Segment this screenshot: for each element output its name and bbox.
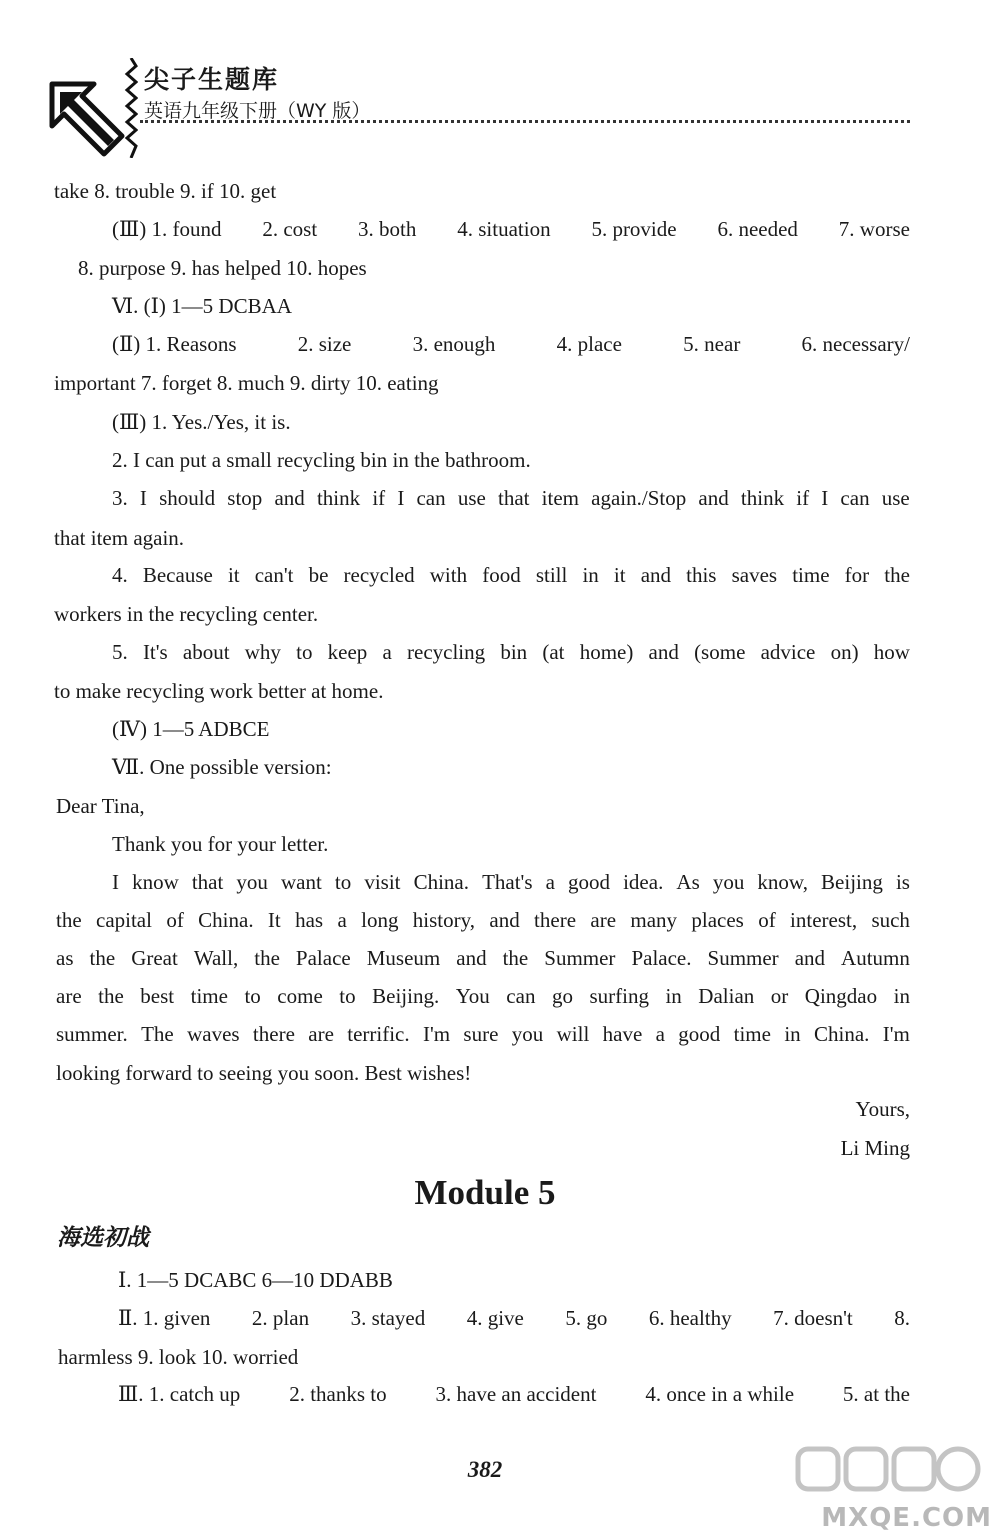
text-segment: 5.	[112, 640, 128, 664]
text-segment: keep	[327, 640, 368, 664]
answer-line	[112, 642, 910, 663]
text-segment: think	[316, 486, 361, 510]
text-segment: surfing	[589, 984, 649, 1008]
text-segment: That's	[482, 870, 533, 894]
text-segment: and	[648, 640, 679, 664]
text-segment: It	[267, 908, 281, 932]
text-segment: waves	[187, 1022, 240, 1046]
answer-line: important 7. forget 8. much 9. dirty 10. eating	[54, 371, 439, 395]
text-segment: Because	[142, 563, 213, 587]
text-segment: to	[244, 984, 261, 1008]
text-segment: 4. give	[466, 1306, 524, 1330]
text-segment: Ⅲ. 1. catch up	[118, 1382, 241, 1406]
text-segment: 6. needed	[717, 217, 798, 241]
text-segment: Ⅱ. 1. given	[118, 1306, 211, 1330]
text-segment: the	[89, 946, 116, 970]
letter-line: looking forward to seeing you soon. Best wishes!	[56, 1061, 472, 1085]
text-segment: 3. stayed	[350, 1306, 426, 1330]
text-segment: saves	[731, 563, 778, 587]
text-segment: are	[308, 1022, 334, 1046]
text-segment: recycled	[343, 563, 415, 587]
text-segment: why	[244, 640, 281, 664]
text-segment: It's	[142, 640, 168, 664]
text-segment: use	[457, 486, 486, 510]
text-segment: as	[56, 946, 74, 970]
text-segment: bin	[500, 640, 528, 664]
text-segment: Palace.	[631, 946, 692, 970]
text-segment: China.	[814, 1022, 870, 1046]
answer-line	[112, 334, 910, 355]
text-segment: Autumn	[841, 946, 910, 970]
text-segment: about	[182, 640, 230, 664]
text-segment: summer.	[56, 1022, 128, 1046]
text-segment: food	[482, 563, 521, 587]
text-segment: time	[792, 563, 830, 587]
text-segment: Beijing	[821, 870, 883, 894]
text-segment: I	[112, 870, 119, 894]
text-segment: 7. worse	[838, 217, 910, 241]
answer-line: (Ⅳ) 1—5 ADBCE	[112, 717, 270, 741]
text-segment: and	[640, 563, 672, 587]
text-segment: item	[541, 486, 579, 510]
text-segment: again./Stop	[591, 486, 687, 510]
letter-line	[56, 910, 910, 931]
text-segment: many	[630, 908, 678, 932]
text-segment: Dalian	[698, 984, 755, 1008]
text-segment: good	[568, 870, 611, 894]
text-segment: and	[274, 486, 305, 510]
text-segment: terrific.	[347, 1022, 410, 1046]
text-segment: 3. have an accident	[435, 1382, 597, 1406]
text-segment: 8.	[894, 1306, 910, 1330]
text-segment: I	[397, 486, 405, 510]
text-segment: on)	[830, 640, 859, 664]
text-segment: and	[794, 946, 826, 970]
book-header	[48, 50, 918, 160]
text-segment: know,	[757, 870, 808, 894]
text-segment: this	[686, 563, 717, 587]
text-segment: there	[252, 1022, 295, 1046]
text-segment: 3. both	[358, 217, 417, 241]
answer-line: workers in the recycling center.	[54, 602, 319, 626]
text-segment: history,	[412, 908, 476, 932]
text-segment: come	[277, 984, 323, 1008]
section-title: 海选初战	[57, 1224, 149, 1251]
text-segment: for	[844, 563, 870, 587]
answer-line	[118, 1384, 910, 1405]
text-segment: can	[416, 486, 446, 510]
answer-line	[112, 488, 910, 509]
answer-line: 8. purpose 9. has helped 10. hopes	[78, 256, 367, 280]
text-segment: in	[582, 563, 599, 587]
text-segment: 4.	[112, 563, 128, 587]
text-segment: can't	[254, 563, 294, 587]
text-segment: the	[254, 946, 280, 970]
text-segment: there	[534, 908, 577, 932]
text-segment: good	[678, 1022, 721, 1046]
text-segment: you	[236, 870, 268, 894]
text-segment: if	[796, 486, 810, 510]
letter-line	[56, 948, 910, 969]
text-segment: if	[372, 486, 386, 510]
text-segment: in	[665, 984, 682, 1008]
text-segment: can	[506, 984, 536, 1008]
answer-line: to make recycling work better at home.	[54, 679, 384, 703]
text-segment: Palace	[295, 946, 351, 970]
text-segment: it	[613, 563, 626, 587]
answer-line: Ⅵ. (Ⅰ) 1—5 DCBAA	[112, 294, 292, 318]
answer-line: Ⅰ. 1—5 DCABC 6—10 DDABB	[118, 1268, 393, 1292]
header-divider	[140, 120, 910, 123]
text-segment: has	[295, 908, 324, 932]
watermark-logo-icon	[792, 1443, 982, 1499]
text-segment: to	[296, 640, 313, 664]
text-segment: Wall,	[193, 946, 239, 970]
letter-line: Thank you for your letter.	[112, 832, 329, 856]
text-segment: 2. thanks to	[289, 1382, 387, 1406]
text-segment: stop	[227, 486, 263, 510]
text-segment: Summer	[544, 946, 616, 970]
text-segment: 3. enough	[412, 332, 496, 356]
text-segment: use	[881, 486, 910, 510]
zigzag-ornament-icon	[124, 58, 138, 158]
text-segment: is	[895, 870, 910, 894]
text-segment: 3.	[112, 486, 128, 510]
text-segment: Beijing.	[372, 984, 440, 1008]
text-segment: of	[758, 908, 776, 932]
module-title: Module 5	[414, 1173, 556, 1212]
text-segment: with	[429, 563, 468, 587]
text-segment: the	[502, 946, 529, 970]
answer-line	[112, 565, 910, 586]
text-segment: you	[511, 1022, 544, 1046]
answer-line	[118, 1308, 910, 1329]
text-segment: (Ⅲ) 1. found	[112, 217, 222, 241]
letter-line	[112, 872, 910, 893]
text-segment: will	[556, 1022, 590, 1046]
letter-line	[56, 986, 910, 1007]
text-segment: I'm	[882, 1022, 910, 1046]
answer-line: that item again.	[54, 526, 185, 550]
text-segment: to	[334, 870, 352, 894]
text-segment: should	[159, 486, 216, 510]
book-subtitle: 英语九年级下册（WY 版）	[144, 100, 371, 122]
text-segment: (Ⅱ) 1. Reasons	[112, 332, 237, 356]
text-segment: Summer	[707, 946, 779, 970]
text-segment: time	[190, 984, 228, 1008]
text-segment: places	[691, 908, 744, 932]
text-segment: the	[884, 563, 910, 587]
text-segment: or	[770, 984, 789, 1008]
text-segment: (at	[542, 640, 565, 664]
text-segment: and	[698, 486, 729, 510]
text-segment: 2. plan	[251, 1306, 310, 1330]
answer-line	[112, 219, 910, 240]
text-segment: of	[166, 908, 184, 932]
text-segment: be	[308, 563, 329, 587]
text-segment: a	[545, 870, 555, 894]
text-segment: 6. necessary/	[801, 332, 910, 356]
text-segment: capital	[96, 908, 152, 932]
text-segment: idea.	[623, 870, 664, 894]
answer-line: take 8. trouble 9. if 10. get	[54, 179, 277, 203]
text-segment: still	[535, 563, 568, 587]
text-segment: I	[821, 486, 829, 510]
text-segment: are	[590, 908, 617, 932]
text-segment: want	[280, 870, 322, 894]
text-segment: go	[551, 984, 573, 1008]
text-segment: I	[139, 486, 147, 510]
text-segment: best	[140, 984, 175, 1008]
text-segment: Museum	[366, 946, 441, 970]
answer-line: (Ⅲ) 1. Yes./Yes, it is.	[112, 410, 291, 434]
letter-closing: Yours,	[855, 1097, 910, 1121]
text-segment: advice	[760, 640, 816, 664]
text-segment: (some	[694, 640, 746, 664]
text-segment: long	[361, 908, 399, 932]
watermark-text: MXQE.COM	[821, 1503, 992, 1533]
text-segment: You	[455, 984, 490, 1008]
text-segment: 6. healthy	[648, 1306, 732, 1330]
letter-greeting: Dear Tina,	[56, 794, 145, 818]
text-segment: a	[382, 640, 392, 664]
text-segment: As	[676, 870, 700, 894]
text-segment: a	[337, 908, 347, 932]
text-segment: have	[602, 1022, 643, 1046]
text-segment: China.	[413, 870, 469, 894]
letter-line	[56, 1024, 910, 1045]
text-segment: 5. near	[683, 332, 741, 356]
text-segment: 7. doesn't	[773, 1306, 853, 1330]
text-segment: the	[98, 984, 124, 1008]
text-segment: in	[784, 1022, 801, 1046]
watermark	[777, 1443, 992, 1533]
text-segment: 2. cost	[262, 217, 318, 241]
text-segment: that	[191, 870, 224, 894]
text-segment: know	[132, 870, 179, 894]
text-segment: you	[712, 870, 745, 894]
text-segment: 5. at the	[842, 1382, 910, 1406]
text-segment: China.	[198, 908, 254, 932]
text-segment: and	[489, 908, 520, 932]
text-segment: a	[655, 1022, 665, 1046]
text-segment: it	[227, 563, 240, 587]
text-segment: can	[840, 486, 870, 510]
text-segment: 2. size	[297, 332, 352, 356]
text-segment: 5. go	[565, 1306, 608, 1330]
book-title: 尖子生题库	[144, 65, 280, 94]
text-segment: 4. situation	[457, 217, 551, 241]
text-segment: how	[873, 640, 910, 664]
text-segment: 5. provide	[591, 217, 677, 241]
text-segment: such	[871, 908, 910, 932]
answer-line: Ⅶ. One possible version:	[112, 755, 332, 779]
text-segment: I'm	[422, 1022, 451, 1046]
answer-line: harmless 9. look 10. worried	[58, 1345, 299, 1369]
text-segment: time	[733, 1022, 771, 1046]
text-segment: home)	[579, 640, 634, 664]
text-segment: to	[339, 984, 356, 1008]
text-segment: and	[456, 946, 487, 970]
text-segment: are	[56, 984, 82, 1008]
letter-signature: Li Ming	[840, 1136, 910, 1160]
page-number: 382	[467, 1457, 503, 1482]
answer-line: 2. I can put a small recycling bin in the bathroom.	[112, 448, 531, 472]
text-segment: sure	[463, 1022, 499, 1046]
text-segment: the	[56, 908, 82, 932]
text-segment: The	[141, 1022, 174, 1046]
text-segment: Great	[131, 946, 178, 970]
text-segment: visit	[364, 870, 401, 894]
text-segment: interest,	[790, 908, 858, 932]
arrow-logo-icon	[48, 80, 126, 160]
text-segment: that	[497, 486, 530, 510]
text-segment: in	[893, 984, 910, 1008]
text-segment: recycling	[407, 640, 486, 664]
text-segment: think	[740, 486, 785, 510]
text-segment: 4. once in a while	[645, 1382, 795, 1406]
text-segment: 4. place	[556, 332, 622, 356]
text-segment: Qingdao	[804, 984, 878, 1008]
